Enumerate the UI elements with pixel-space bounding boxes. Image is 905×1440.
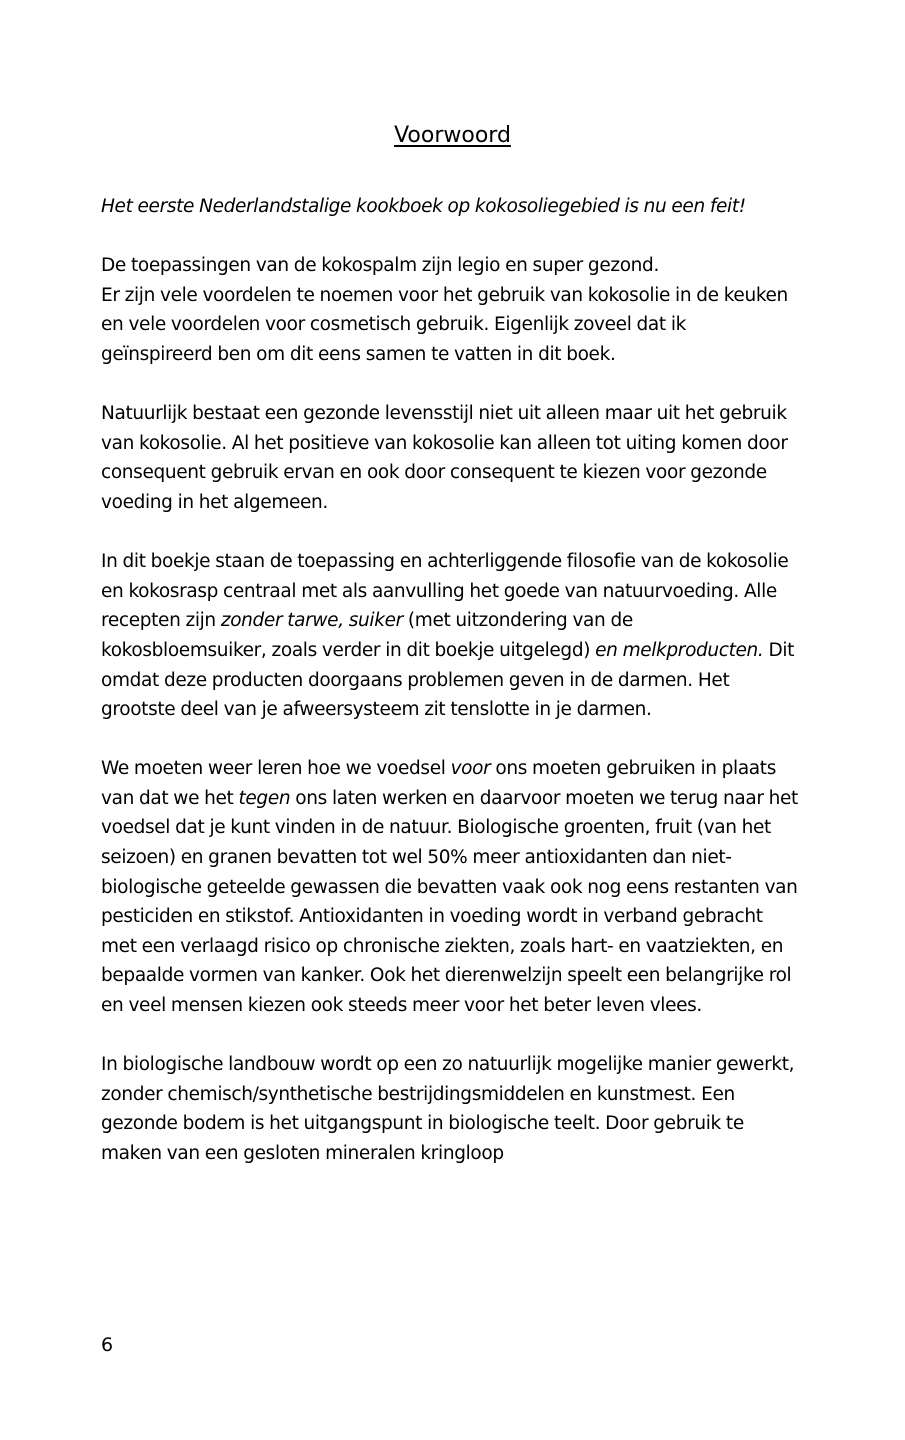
paragraph-line: Er zijn vele voordelen te noemen voor het gebruik van kokosolie in de keuken en vele voordelen voor cosmetisch gebruik. Eigenlijk zoveel dat ik geïnspireerd ben om dit eens samen te vatten in dit boek.	[101, 284, 788, 365]
text-run: We moeten weer leren hoe we voedsel	[101, 758, 451, 780]
text-run: ons moeten gebruiken in plaats van dat we het	[101, 758, 776, 809]
emphasis-text: voor	[450, 758, 491, 780]
emphasis-text: tegen	[238, 787, 291, 809]
intro-paragraph: Het eerste Nederlandstalige kookboek op kokosoliegebied is nu een feit!	[101, 196, 746, 217]
page-number: 6	[101, 1334, 114, 1356]
body-text	[101, 192, 801, 1198]
text-run: ons laten werken en daarvoor moeten we terug naar het voedsel dat je kunt vinden in de natuur. Biologische groenten, fruit (van het seizoen) en granen bevatten tot wel 50% meer antioxidanten dan niet-biologische geteelde gewassen die bevatten vaak ook nog eens restanten van pesticiden en stikstof. Antioxidanten in voeding wordt in verband gebracht met een verlaagd risico op chronische ziekten, zoals hart- en vaatziekten, en bepaalde vormen van kanker. Ook het dierenwelzijn speelt een belangrijke rol en veel mensen kiezen ook steeds meer voor het beter leven vlees.	[101, 787, 798, 1017]
paragraph-landbouw: In biologische landbouw wordt op een zo natuurlijk mogelijke manier gewerkt, zonder chemisch/synthetische bestrijdingsmiddelen en kunstmest. Een gezonde bodem is het uitgangspunt in biologische teelt. Door gebruik te maken van een gesloten mineralen kringloop	[101, 1054, 795, 1164]
paragraph-line: De toepassingen van de kokospalm zijn legio en super gezond.	[101, 255, 659, 277]
paragraph-levensstijl: Natuurlijk bestaat een gezonde levensstijl niet uit alleen maar uit het gebruik van kokosolie. Al het positieve van kokosolie kan alleen tot uiting komen door consequent gebruik ervan en ook door consequent te kiezen voor gezonde voeding in het algemeen.	[101, 403, 788, 513]
paragraph-boekje	[101, 547, 801, 725]
text-run: (met uitzondering van de kokosbloemsuiker, zoals verder in dit boekje uitgelegd)	[101, 610, 633, 661]
paragraph-toepassingen	[101, 251, 801, 369]
paragraph-voedsel	[101, 754, 801, 1020]
emphasis-text: en melkproducten.	[595, 639, 764, 661]
text-run: In dit boekje staan de toepassing en achterliggende filosofie van de kokosolie en kokosrasp centraal met als aanvulling het goede van natuurvoeding. Alle recepten zijn	[101, 551, 789, 632]
text-run: Dit omdat deze producten doorgaans problemen geven in de darmen. Het grootste deel van je afweersysteem zit tenslotte in je darmen.	[101, 639, 795, 721]
emphasis-text: zonder tarwe, suiker	[220, 610, 403, 632]
page-title: Voorwoord	[394, 123, 511, 148]
